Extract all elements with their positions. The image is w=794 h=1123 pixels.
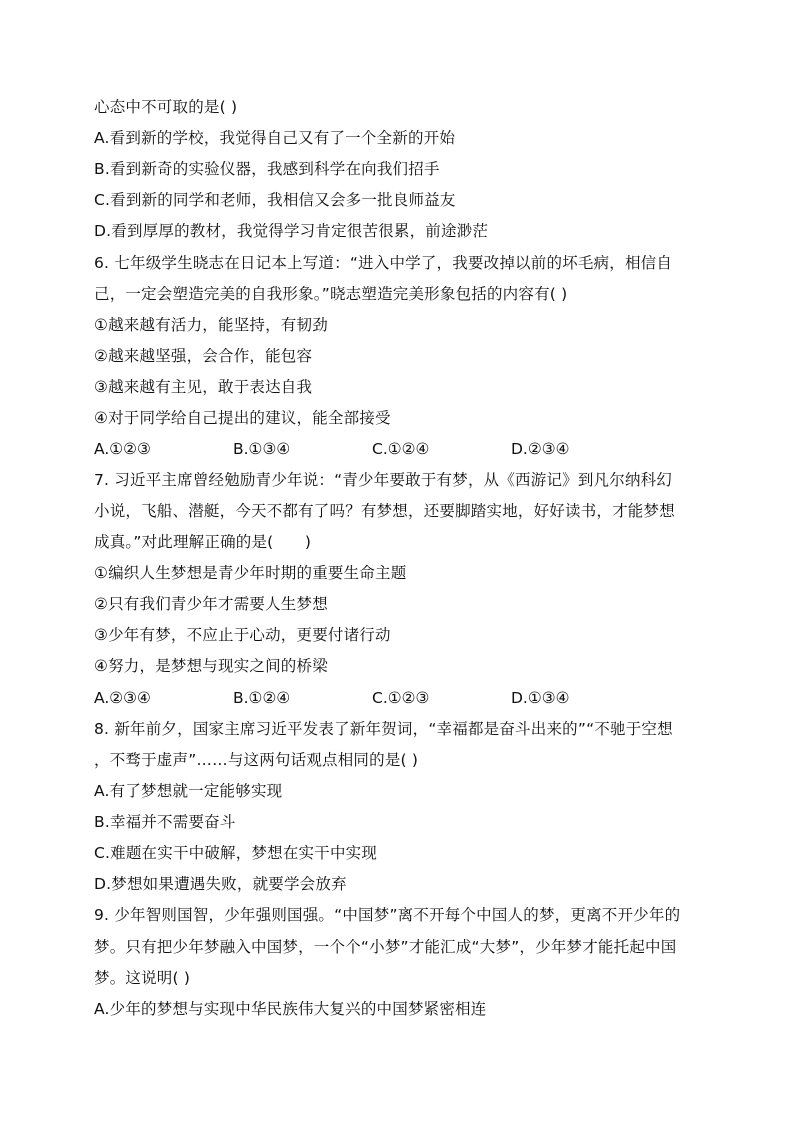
- q6-statement-4: ④对于同学给自己提出的建议，能全部接受: [94, 409, 391, 427]
- q6-option-c: C.①②④: [372, 440, 430, 458]
- q7-statement-4: ④努力，是梦想与现实之间的桥梁: [94, 657, 328, 675]
- q7-stem-line-1: 7. 习近平主席曾经勉励青少年说：“青少年要敢于有梦，从《西游记》到凡尔纳科幻: [94, 471, 673, 489]
- q6-statement-1: ①越来越有活力，能坚持，有韧劲: [94, 316, 328, 334]
- q6-statement-2: ②越来越坚强，会合作，能包容: [94, 347, 313, 365]
- q5-option-d: D.看到厚厚的教材，我觉得学习肯定很苦很累，前途渺茫: [94, 222, 489, 240]
- q7-option-c: C.①②③: [372, 689, 430, 707]
- q8-option-b: B.幸福并不需要奋斗: [94, 813, 236, 831]
- q6-statement-3: ③越来越有主见，敢于表达自我: [94, 378, 313, 396]
- q8-option-c: C.难题在实干中破解，梦想在实干中实现: [94, 844, 378, 862]
- q6-stem-line-1: 6. 七年级学生晓志在日记本上写道：“进入中学了，我要改掉以前的坏毛病，相信自: [94, 254, 673, 272]
- q8-stem-line-1: 8. 新年前夕，国家主席习近平发表了新年贺词，“幸福都是奋斗出来的”“不驰于空想: [94, 720, 673, 738]
- q7-stem-line-3: 成真。”对此理解正确的是( ): [94, 533, 312, 551]
- q9-option-a: A.少年的梦想与实现中华民族伟大复兴的中国梦紧密相连: [94, 1000, 487, 1018]
- q9-stem-line-1: 9. 少年智则国智，少年强则国强。“中国梦”离不开每个中国人的梦，更离不开少年的: [94, 906, 681, 924]
- q9-stem-line-3: 梦。这说明( ): [94, 969, 191, 987]
- q7-option-a: A.②③④: [94, 689, 151, 707]
- q7-statement-3: ③少年有梦，不应止于心动，更要付诸行动: [94, 626, 391, 644]
- q6-option-b: B.①③④: [233, 440, 291, 458]
- q5-option-c: C.看到新的同学和老师，我相信又会多一批良师益友: [94, 191, 456, 209]
- q7-statement-2: ②只有我们青少年才需要人生梦想: [94, 595, 328, 613]
- q7-option-b: B.①②④: [233, 689, 291, 707]
- q6-option-a: A.①②③: [94, 440, 151, 458]
- q7-stem-line-2: 小说，飞船、潜艇，今天不都有了吗？有梦想，还要脚踏实地，好好读书，才能梦想: [94, 502, 675, 520]
- q7-statement-1: ①编织人生梦想是青少年时期的重要生命主题: [94, 564, 407, 582]
- q6-stem-line-2: 己，一定会塑造完美的自我形象。”晓志塑造完美形象包括的内容有( ): [94, 285, 568, 303]
- q8-option-d: D.梦想如果遭遇失败，就要学会放弃: [94, 875, 347, 893]
- q5-option-a: A.看到新的学校，我觉得自己又有了一个全新的开始: [94, 129, 456, 147]
- q7-option-d: D.①③④: [511, 689, 570, 707]
- q8-stem-line-2: ，不骛于虚声”……与这两句话观点相同的是( ): [94, 751, 419, 769]
- q5-option-b: B.看到新奇的实验仪器，我感到科学在向我们招手: [94, 160, 440, 178]
- q8-option-a: A.有了梦想就一定能够实现: [94, 782, 283, 800]
- q9-stem-line-2: 梦。只有把少年梦融入中国梦，一个个“小梦”才能汇成“大梦”，少年梦才能托起中国: [94, 938, 677, 956]
- q6-option-d: D.②③④: [511, 440, 570, 458]
- q5-stem-continuation: 心态中不可取的是( ): [94, 98, 238, 116]
